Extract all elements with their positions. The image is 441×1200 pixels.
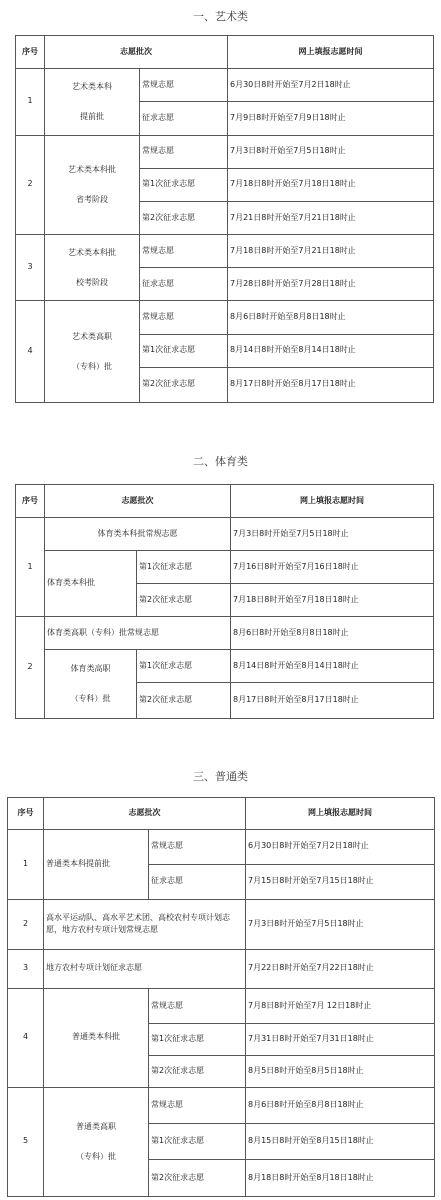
fill-time: 8月17日8时开始至8月17日18时止 — [228, 367, 434, 402]
batch-name-line2: 校考阶段 — [76, 277, 108, 287]
fill-time: 7月18日8时开始至7月21日18时止 — [228, 235, 434, 268]
batch-name-line1: 艺术类高职 — [72, 331, 112, 341]
row-number: 2 — [16, 135, 45, 235]
batch-name: 地方农村专项计划征求志愿 — [44, 949, 246, 988]
volunteer-type: 第1次征求志愿 — [137, 551, 231, 584]
fill-time: 8月18日8时开始至8月18日18时止 — [246, 1159, 435, 1196]
fill-time: 8月6日8时开始至8月8日18时止 — [246, 1087, 435, 1123]
fill-time: 7月21日8时开始至7月21日18时止 — [228, 201, 434, 234]
fill-time: 7月9日8时开始至7月9日18时止 — [228, 102, 434, 135]
volunteer-type: 常规志愿 — [140, 135, 228, 168]
volunteer-type: 第1次征求志愿 — [137, 650, 231, 683]
row-number: 3 — [8, 949, 44, 988]
batch-name — [45, 650, 137, 719]
col-header-seq: 序号 — [16, 485, 45, 518]
row-number: 2 — [8, 899, 44, 949]
fill-time: 7月22日8时开始至7月22日18时止 — [246, 949, 435, 988]
batch-regular: 体育类高职（专科）批常规志愿 — [45, 617, 231, 650]
fill-time: 7月15日8时开始至7月15日18时止 — [246, 864, 435, 899]
row-number: 4 — [16, 301, 45, 403]
batch-name-line2: 提前批 — [80, 111, 104, 121]
row-number: 1 — [8, 829, 44, 899]
batch-name: 体育类本科批 — [45, 551, 137, 617]
volunteer-type: 常规志愿 — [140, 69, 228, 102]
col-header-time: 网上填报志愿时间 — [228, 36, 434, 69]
col-header-time: 网上填报志愿时间 — [231, 485, 434, 518]
fill-time: 8月6日8时开始至8月8日18时止 — [231, 617, 434, 650]
fill-time: 8月17日8时开始至8月17日18时止 — [231, 683, 434, 719]
volunteer-type: 第2次征求志愿 — [137, 683, 231, 719]
fill-time: 6月30日8时开始至7月2日18时止 — [246, 829, 435, 864]
volunteer-type: 常规志愿 — [140, 235, 228, 268]
fill-time: 7月18日8时开始至7月18日18时止 — [228, 168, 434, 201]
batch-name-line2: （专科）批 — [72, 361, 112, 371]
volunteer-type: 征求志愿 — [140, 268, 228, 301]
row-number: 5 — [8, 1087, 44, 1196]
batch-name-line1: 艺术类本科批 — [68, 164, 116, 174]
volunteer-type: 第2次征求志愿 — [140, 367, 228, 402]
volunteer-type: 第2次征求志愿 — [140, 201, 228, 234]
col-header-seq: 序号 — [16, 36, 45, 69]
fill-time: 7月16日8时开始至7月16日18时止 — [231, 551, 434, 584]
fill-time: 6月30日8时开始至7月2日18时止 — [228, 69, 434, 102]
section-title-general: 三、普通类 — [193, 770, 248, 783]
col-header-seq: 序号 — [8, 798, 44, 830]
volunteer-type: 常规志愿 — [140, 301, 228, 334]
fill-time: 7月3日8时开始至7月5日18时止 — [228, 135, 434, 168]
batch-name-line1: 艺术类本科批 — [68, 247, 116, 257]
volunteer-type: 第2次征求志愿 — [149, 1159, 246, 1196]
general-table — [7, 797, 435, 1197]
row-number: 1 — [16, 518, 45, 617]
volunteer-type: 常规志愿 — [149, 829, 246, 864]
col-header-batch: 志愿批次 — [45, 36, 228, 69]
volunteer-type: 第2次征求志愿 — [137, 584, 231, 617]
batch-name-line2: （专科）批 — [76, 1151, 116, 1161]
col-header-batch: 志愿批次 — [45, 485, 231, 518]
batch-name — [45, 135, 140, 235]
fill-time: 7月3日8时开始至7月5日18时止 — [231, 518, 434, 551]
batch-regular: 体育类本科批常规志愿 — [45, 518, 231, 551]
batch-name-line2: 省考阶段 — [76, 194, 108, 204]
row-number: 4 — [8, 988, 44, 1087]
fill-time: 7月28日8时开始至7月28日18时止 — [228, 268, 434, 301]
fill-time: 7月3日8时开始至7月5日18时止 — [246, 899, 435, 949]
volunteer-type: 第1次征求志愿 — [140, 168, 228, 201]
fill-time: 8月6日8时开始至8月8日18时止 — [228, 301, 434, 334]
col-header-batch: 志愿批次 — [44, 798, 246, 830]
volunteer-type: 第1次征求志愿 — [140, 334, 228, 367]
batch-name-line2: （专科）批 — [70, 694, 111, 703]
batch-name: 高水平运动队、高水平艺术团、高校农村专项计划志愿，地方农村专项计划常规志愿 — [44, 899, 246, 949]
batch-name — [45, 301, 140, 403]
volunteer-type: 第2次征求志愿 — [149, 1055, 246, 1087]
batch-name-line1: 体育类高职 — [70, 664, 111, 673]
batch-name: 普通类本科批 — [44, 988, 149, 1087]
col-header-time: 网上填报志愿时间 — [246, 798, 435, 830]
fill-time: 8月5日8时开始至8月5日18时止 — [246, 1055, 435, 1087]
row-number: 2 — [16, 617, 45, 719]
batch-name-line1: 普通类高职 — [76, 1121, 116, 1131]
volunteer-type: 常规志愿 — [149, 1087, 246, 1123]
fill-time: 8月14日8时开始至8月14日18时止 — [228, 334, 434, 367]
volunteer-type: 第1次征求志愿 — [149, 1024, 246, 1056]
fill-time: 8月14日8时开始至8月14日18时止 — [231, 650, 434, 683]
batch-name — [45, 235, 140, 301]
batch-name — [45, 69, 140, 135]
sports-table — [15, 484, 434, 719]
fill-time: 7月31日8时开始至7月31日18时止 — [246, 1024, 435, 1056]
volunteer-type: 第1次征求志愿 — [149, 1123, 246, 1159]
fill-time: 7月8日8时开始至7月 12日18时止 — [246, 988, 435, 1023]
batch-name — [44, 1087, 149, 1196]
row-number: 3 — [16, 235, 45, 301]
fill-time: 7月18日8时开始至7月18日18时止 — [231, 584, 434, 617]
volunteer-type: 征求志愿 — [149, 864, 246, 899]
volunteer-type: 常规志愿 — [149, 988, 246, 1023]
fill-time: 8月15日8时开始至8月15日18时止 — [246, 1123, 435, 1159]
section-title-sports: 二、体育类 — [193, 455, 248, 468]
section-title-art: 一、艺术类 — [193, 10, 248, 23]
batch-name: 普通类本科提前批 — [44, 829, 149, 899]
volunteer-type: 征求志愿 — [140, 102, 228, 135]
batch-name-line1: 艺术类本科 — [72, 81, 112, 91]
row-number: 1 — [16, 69, 45, 135]
art-table — [15, 35, 434, 403]
